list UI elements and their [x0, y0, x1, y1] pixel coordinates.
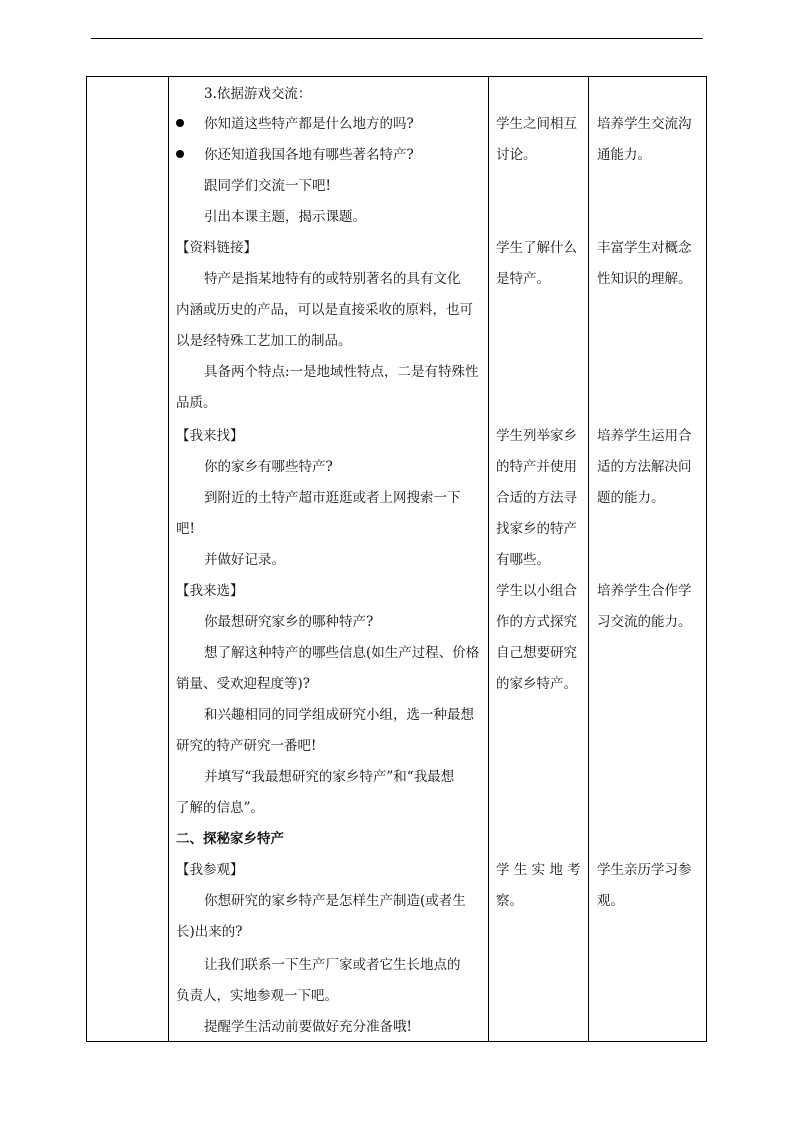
design-intent-text: 学生亲历学习参: [597, 862, 692, 878]
bullet-dot: [176, 119, 184, 127]
header-rule: [91, 38, 703, 39]
student-activity-text: 学生以小组合: [496, 583, 577, 599]
material-text: 特产是指某地特有的或特别著名的具有文化: [204, 271, 461, 287]
material-text: 以是经特殊工艺加工的制品。: [176, 333, 352, 349]
visit-heading: 【我参观】: [176, 862, 244, 878]
find-text: 到附近的土特产超市逛逛或者上网搜索一下: [204, 490, 461, 506]
bullet-dot: [176, 150, 184, 158]
question-bullet-2: 你还知道我国各地有哪些著名特产?: [204, 147, 414, 163]
material-text: 内涵或历史的产品，可以是直接采收的原料，也可: [176, 302, 473, 318]
column-divider-1: [168, 76, 169, 1042]
visit-text: 长)出来的?: [176, 924, 243, 940]
find-text: 并做好记录。: [204, 552, 285, 568]
design-intent-text: 性知识的理解。: [597, 271, 692, 287]
design-intent-text: 丰富学生对概念: [597, 240, 692, 256]
design-intent-text: 题的能力。: [597, 490, 665, 506]
material-text: 具备两个特点:一是地域性特点，二是有特殊性: [204, 364, 479, 380]
student-activity-text: 学生之间相互: [496, 116, 577, 132]
material-link-heading: 【资料链接】: [176, 240, 257, 256]
choose-text: 研究的特产研究一番吧!: [176, 738, 317, 754]
student-activity-text: 学生了解什么: [496, 240, 577, 256]
visit-text: 你想研究的家乡特产是怎样生产制造(或者生: [204, 893, 466, 909]
student-activity-text: 的特产并使用: [496, 459, 577, 475]
find-text: 吧!: [176, 521, 195, 537]
find-heading: 【我来找】: [176, 428, 244, 444]
column-divider-2: [488, 76, 489, 1042]
student-activity-text: 作的方式探究: [496, 614, 577, 630]
visit-text: 负责人，实地参观一下吧。: [176, 988, 338, 1004]
student-activity-text: 察。: [496, 893, 523, 909]
student-activity-text: 合适的方法寻: [496, 490, 577, 506]
student-activity-text: 找家乡的特产: [496, 521, 577, 537]
choose-text: 想了解这种特产的哪些信息(如生产过程、价格: [204, 645, 480, 661]
section-2-title: 二、探秘家乡特产: [176, 831, 284, 847]
design-intent-text: 适的方法解决问: [597, 459, 692, 475]
student-activity-text: 有哪些。: [496, 552, 550, 568]
choose-text: 了解的信息”。: [176, 800, 264, 816]
choose-heading: 【我来选】: [176, 583, 244, 599]
student-activity-text: 学 生 实 地 考: [496, 862, 581, 878]
design-intent-text: 通能力。: [597, 147, 651, 163]
design-intent-text: 培养学生合作学: [597, 583, 692, 599]
choose-text: 销量、受欢迎程度等)?: [176, 676, 311, 692]
find-text: 你的家乡有哪些特产?: [204, 459, 333, 475]
design-intent-text: 培养学生运用合: [597, 428, 692, 444]
design-intent-text: 观。: [597, 893, 624, 909]
visit-text: 提醒学生活动前要做好充分准备哦!: [204, 1019, 412, 1035]
student-activity-text: 自己想要研究: [496, 645, 577, 661]
question-bullet-1: 你知道这些特产都是什么地方的吗?: [204, 116, 414, 132]
choose-text: 你最想研究家乡的哪种特产?: [204, 614, 374, 630]
column-divider-3: [588, 76, 589, 1042]
choose-text: 并填写“我最想研究的家乡特产”和“我最想: [204, 769, 455, 785]
design-intent-text: 习交流的能力。: [597, 614, 692, 630]
intro-topic: 引出本课主题，揭示课题。: [204, 209, 366, 225]
student-activity-text: 讨论。: [496, 147, 537, 163]
choose-text: 和兴趣相同的同学组成研究小组，选一种最想: [204, 707, 474, 723]
student-activity-text: 学生列举家乡: [496, 428, 577, 444]
student-activity-text: 的家乡特产。: [496, 676, 577, 692]
design-intent-text: 培养学生交流沟: [597, 116, 692, 132]
game-exchange-title: 3.依据游戏交流：: [204, 86, 312, 102]
visit-text: 让我们联系一下生产厂家或者它生长地点的: [204, 957, 461, 973]
material-text: 品质。: [176, 395, 217, 411]
student-activity-text: 是特产。: [496, 271, 550, 287]
exchange-prompt: 跟同学们交流一下吧!: [204, 178, 331, 194]
